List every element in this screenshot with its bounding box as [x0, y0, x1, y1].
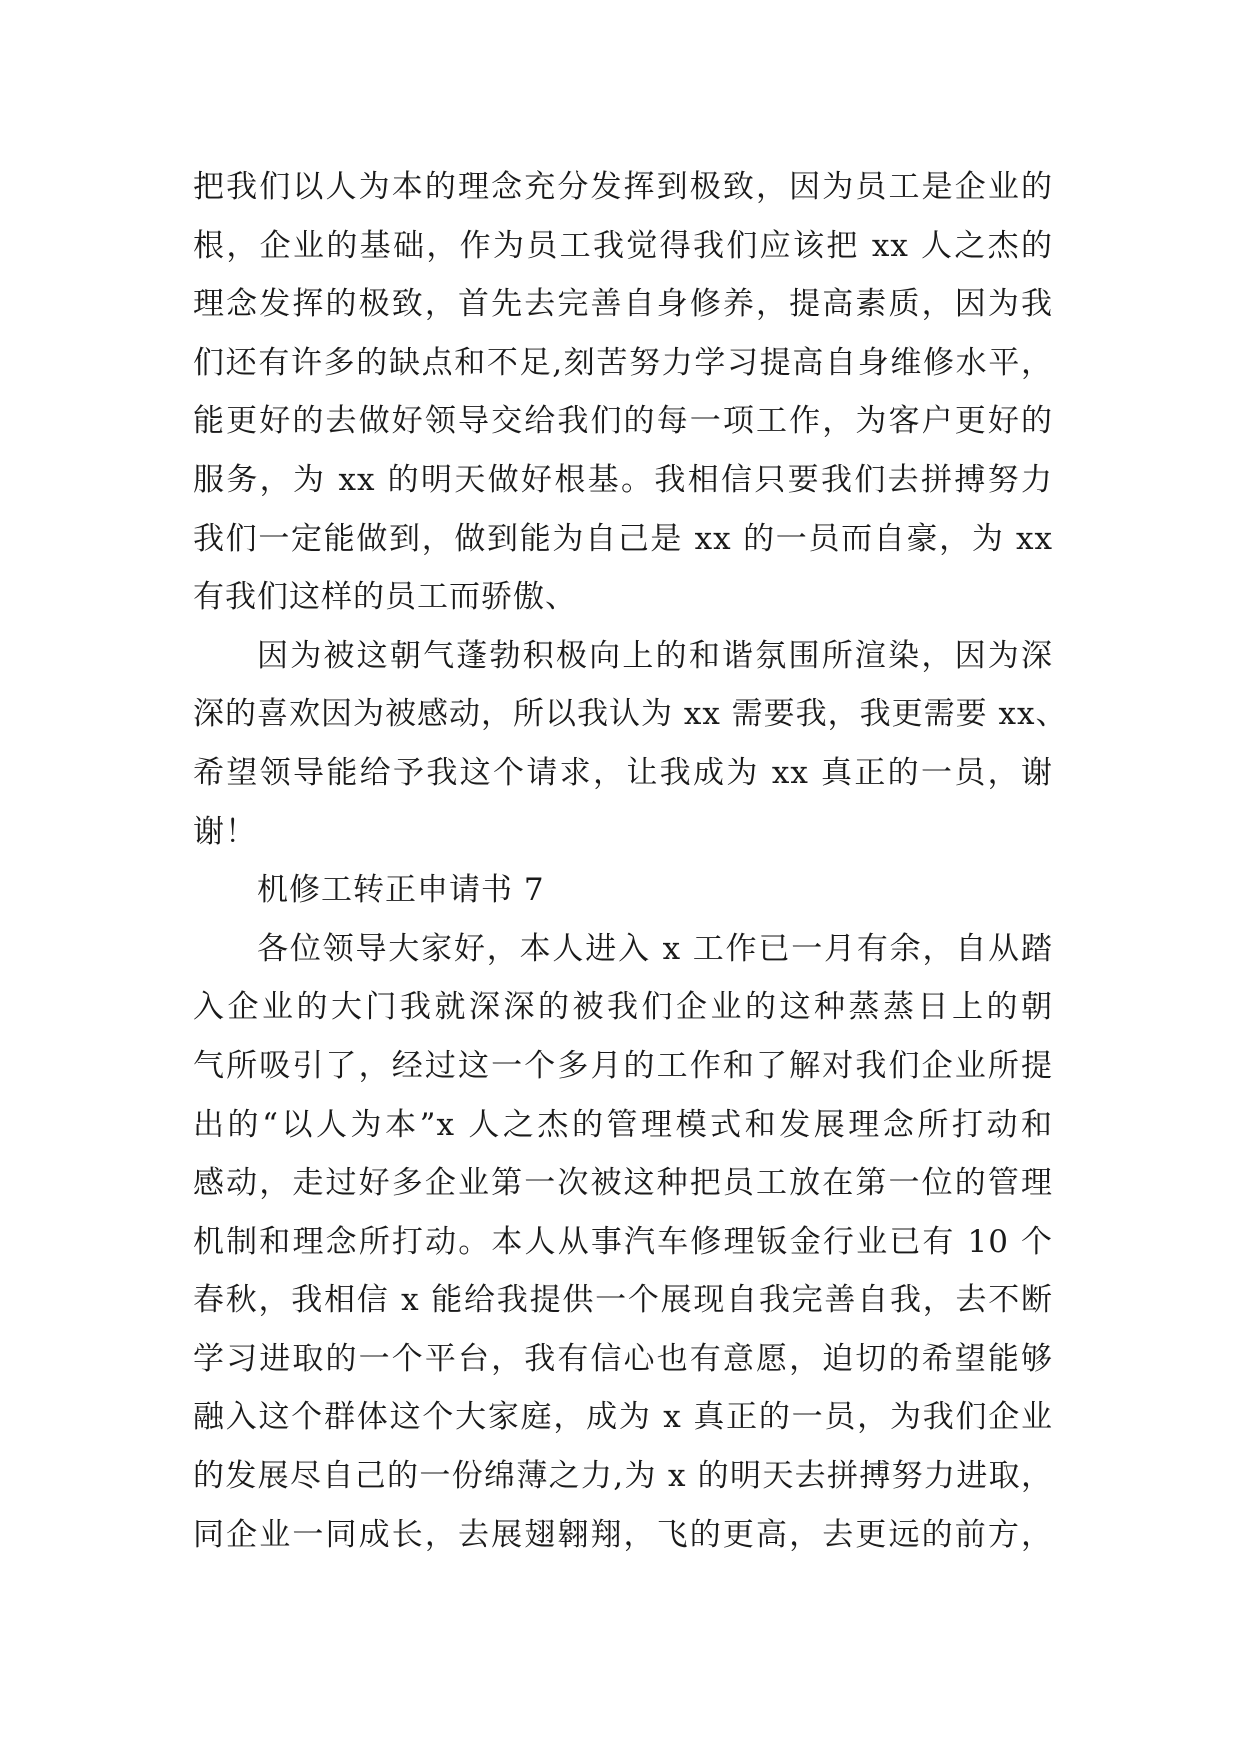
paragraph-first-line: 各位领导大家好，本人进入 x 工作已一月有余，自从踏: [257, 930, 1053, 967]
paragraph-first-line: 因为被这朝气蓬勃积极向上的和谐氛围所渲染，因为深: [257, 637, 1053, 674]
text-line: 把我们以人为本的理念充分发挥到极致，因为员工是企业的: [193, 169, 1053, 205]
text-line: 谢！: [193, 813, 257, 850]
text-line: 出的“以人为本”x 人之杰的管理模式和发展理念所打动和: [193, 1106, 1053, 1143]
section-heading: 机修工转正申请书 7: [257, 872, 545, 909]
text-line: 理念发挥的极致，首先去完善自身修养，提高素质，因为我: [193, 286, 1053, 323]
text-line: 同企业一同成长，去展翅翱翔，飞的更高，去更远的前方，: [193, 1516, 1053, 1553]
text-line: 机制和理念所打动。本人从事汽车修理钣金行业已有 10 个: [193, 1223, 1053, 1260]
text-line: 融入这个群体这个大家庭，成为 x 真正的一员，为我们企业: [193, 1399, 1053, 1436]
text-line: 服务，为 xx 的明天做好根基。我相信只要我们去拼搏努力: [193, 461, 1053, 498]
text-line: 根，企业的基础，作为员工我觉得我们应该把 xx 人之杰的: [193, 227, 1053, 264]
document-body: [193, 158, 1068, 1564]
text-line: 有我们这样的员工而骄傲、: [193, 579, 577, 616]
text-line: 春秋，我相信 x 能给我提供一个展现自我完善自我，去不断: [193, 1282, 1053, 1319]
text-line: 感动，走过好多企业第一次被这种把员工放在第一位的管理: [193, 1165, 1053, 1202]
text-line: 我们一定能做到，做到能为自己是 xx 的一员而自豪，为 xx: [193, 520, 1053, 557]
text-line: 深的喜欢因为被感动，所以我认为 xx 需要我，我更需要 xx、: [193, 696, 1068, 733]
text-line: 学习进取的一个平台，我有信心也有意愿，迫切的希望能够: [193, 1340, 1053, 1377]
text-line: 能更好的去做好领导交给我们的每一项工作，为客户更好的: [193, 403, 1053, 440]
text-line: 们还有许多的缺点和不足,刻苦努力学习提高自身维修水平，: [193, 344, 1053, 381]
text-line: 的发展尽自己的一份绵薄之力,为 x 的明天去拼搏努力进取，: [193, 1458, 1053, 1495]
text-line: 希望领导能给予我这个请求，让我成为 xx 真正的一员，谢: [193, 754, 1053, 791]
text-line: 入企业的大门我就深深的被我们企业的这种蒸蒸日上的朝: [193, 989, 1053, 1026]
text-line: 气所吸引了，经过这一个多月的工作和了解对我们企业所提: [193, 1047, 1053, 1084]
